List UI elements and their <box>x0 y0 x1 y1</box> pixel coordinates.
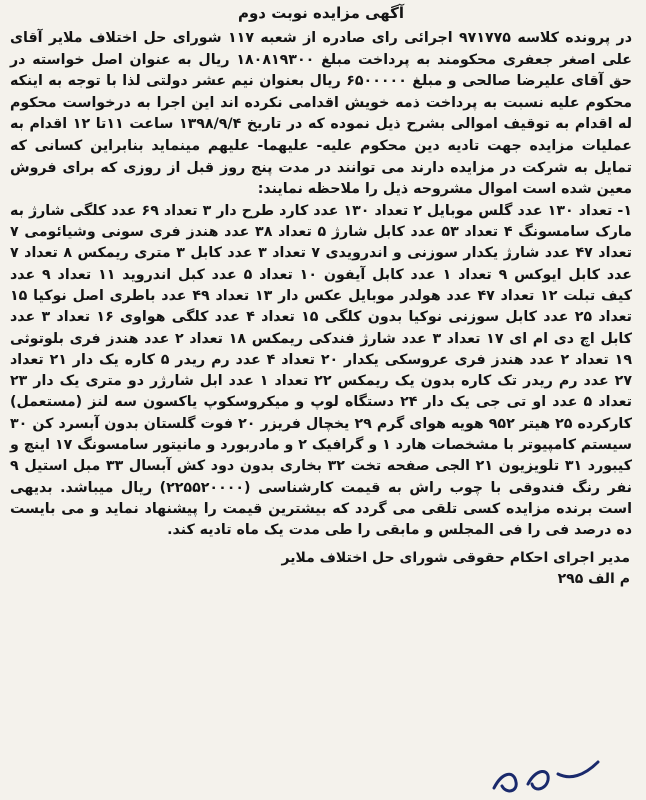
notice-intro: در پرونده کلاسه ۹۷۱۷۷۵ اجرائی رای صادره از شعبه ۱۱۷ شورای حل اختلاف ملایر آقای علی اصغر جعفری محکومند به پرداخت مبلغ ۱۸۰۸۱۹۳۰۰ ریال به عنوان اصل خواسته در حق آقای علیرضا صالحی و مبلغ ۶۵۰۰۰۰۰ ریال بعنوان نیم عشر دولتی لذا با توجه به اینکه محکوم علیه نسبت به پرداخت ذمه خویش اقدامی نکرده اند این اجرا به درخواست محکوم له اقدام به توقیف اموالی بشرح ذیل نموده که در تاریخ ۱۳۹۸/۹/۴ ساعت ۱۱تا ۱۲ اقدام به عملیات مزایده جهت تادیه دین محکوم علیه- علیهما- علیهم مینماید بنابراین کسانی که تمایل به شرکت در مزایده دارند می توانند در مدت پنج روز قبل از روزی که برای فروش معین شده است اموال مشروحه ذیل را ملاحظه نمایند: <box>10 30 633 198</box>
notice-items: ۱- تعداد ۱۳۰ عدد گلس موبایل ۲ تعداد ۱۳۰ عدد کارد طرح دار ۳ تعداد ۶۹ عدد کلگی شارژ به مارک سامسونگ ۴ تعداد ۵۳ عدد کابل شارژ ۵ تعداد ۳۸ عدد هندز فری سونی وشیائومی ۷ تعداد ۴۷ عدد شارژ یکدار سوزنی و اندرویدی ۷ تعداد ۳ عدد کابل ۳ متری ریمکس ۸ تعداد ۷ عدد کابل ایوکس ۹ تعداد ۱ عدد کابل آیفون ۱۰ تعداد ۵ عدد کبل اندروید ۱۱ تعداد ۹ عدد کیف تبلت ۱۲ تعداد ۴۷ عدد هولدر موبایل عکس دار ۱۳ تعداد ۴۹ عدد باطری اصل نوکیا ۱۵ تعداد ۲۵ عدد کابل سوزنی نوکیا بدون کلگی ۱۵ تعداد ۴ عدد کلگی هواوی ۱۶ تعداد ۳ عدد کابل اچ دی ام ای ۱۷ تعداد ۳ عدد شارژ فندکی ریمکس ۱۸ تعداد ۲ عدد هندز فری بلوتوثی ۱۹ تعداد ۲ عدد هندز فری عروسکی یکدار ۲۰ تعداد ۴ عدد رم ریدر ۵ کاره یک دار ۲۱ تعداد ۲۷ عدد رم ریدر تک کاره بدون یک ریمکس ۲۲ تعداد ۱ عدد ابل شارژر دو متری یک دار ۲۳ تعداد ۵ عدد او تی جی یک دار ۲۴ دستگاه لوپ و میکروسکوپ یاکسون سه لنز (مستعمل) کارکرده ۲۵ هیتر ۹۵۲ هویه هوای گرم ۲۹ یخچال فریزر ۲۰ فوت گلستان بدون آبسرد کن ۳۰ سیستم کامپیوتر با مشخصات هارد ۱ و گرافیک ۲ و مادربورد و مانیتور سامسونگ ۱۷ اینچ و کیبورد ۳۱ تلویزیون ۲۱ الجی صفحه تخت ۳۲ بخاری بدون دود کش آبسال ۳۳ مبل استیل ۹ نفر رنگ فندوقی با چوب راش به قیمت کارشناسی (۲۲۵۵۲۰۰۰۰) ریال میباشد. بدیهی است برنده مزایده کسی تلقی می گردد که بیشترین قیمت را پیشنهاد نماید و می بایست ده درصد فی را فی المجلس و مابقی را طی مدت یک ماه تادیه کند. <box>10 202 633 539</box>
handwritten-signature <box>488 754 608 798</box>
notice-code: م الف ۲۹۵ <box>557 570 630 587</box>
notice-footer <box>10 548 632 590</box>
notice-title: آگهی مزایده نوبت دوم <box>237 4 405 22</box>
signature-line: مدیر اجرای احکام حقوقی شورای حل اختلاف ملایر <box>281 549 630 566</box>
